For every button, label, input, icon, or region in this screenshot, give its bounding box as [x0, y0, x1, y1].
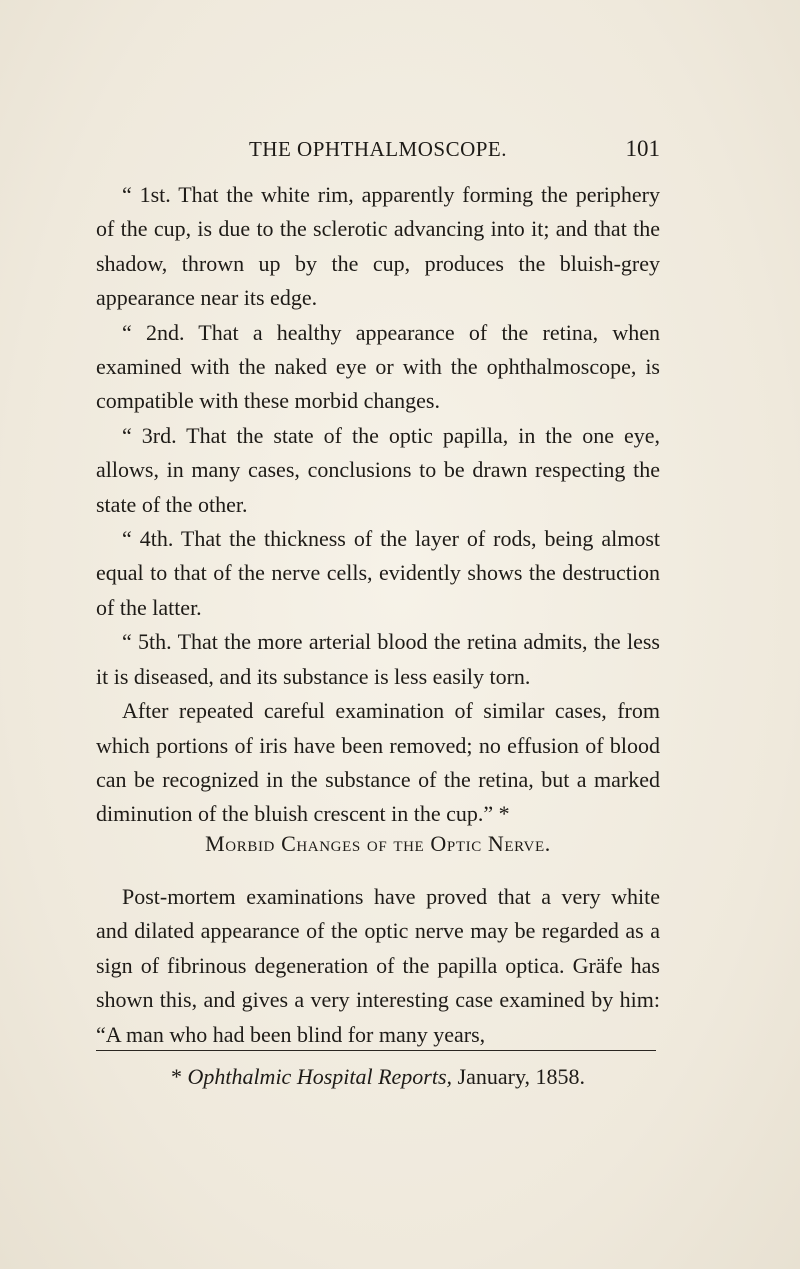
section-heading: Morbid Changes of the Optic Nerve.: [205, 831, 551, 856]
paragraph-fifth-conclusion: “ 5th. That the more arterial blood the retina admits, the less it is diseased, and its substance is less easily torn.: [96, 629, 660, 689]
footnote-source: Ophthalmic Hospital Reports,: [187, 1064, 453, 1089]
running-title: THE OPHTHALMOSCOPE.: [248, 137, 507, 161]
page-number: 101: [625, 136, 660, 161]
paragraph-examination: After repeated careful examination of similar cases, from which portions of iris have been removed; no effusion of blood can be recognized in the substance of the retina, but a marked diminution of the bluish crescent in the cup.” *: [96, 698, 660, 827]
section-body: [96, 880, 660, 1052]
paragraph-fourth-conclusion: “ 4th. That the thickness of the layer of rods, being almost equal to that of the nerve cells, evidently shows the destruction of the latter.: [96, 526, 660, 620]
paragraph-post-mortem: Post-mortem examinations have proved that a very white and dilated appearance of the optic nerve may be regarded as a sign of fibrinous degeneration of the papilla optica. Gräfe has shown this, and gives a very interesting case examined by him: “A man who had been blind for many years,: [96, 884, 660, 1047]
footnote: [96, 1062, 660, 1092]
body-text: [96, 178, 660, 832]
paragraph-third-conclusion: “ 3rd. That the state of the optic papilla, in the one eye, allows, in many cases, conclusions to be drawn respecting the state of the other.: [96, 422, 660, 517]
footnote-rule: [96, 1050, 656, 1051]
paragraph-second-conclusion: “ 2nd. That a healthy appearance of the retina, when examined with the naked eye or with the ophthalmoscope, is compatible with these morbid changes.: [96, 319, 660, 414]
footnote-marker: *: [170, 1064, 182, 1089]
paragraph-first-conclusion: “ 1st. That the white rim, apparently forming the periphery of the cup, is due to the sclerotic advancing into it; and that the shadow, thrown up by the cup, produces the bluish-grey appearance near its edge.: [96, 182, 660, 311]
footnote-date: January, 1858.: [457, 1064, 586, 1089]
running-head: [96, 134, 660, 164]
